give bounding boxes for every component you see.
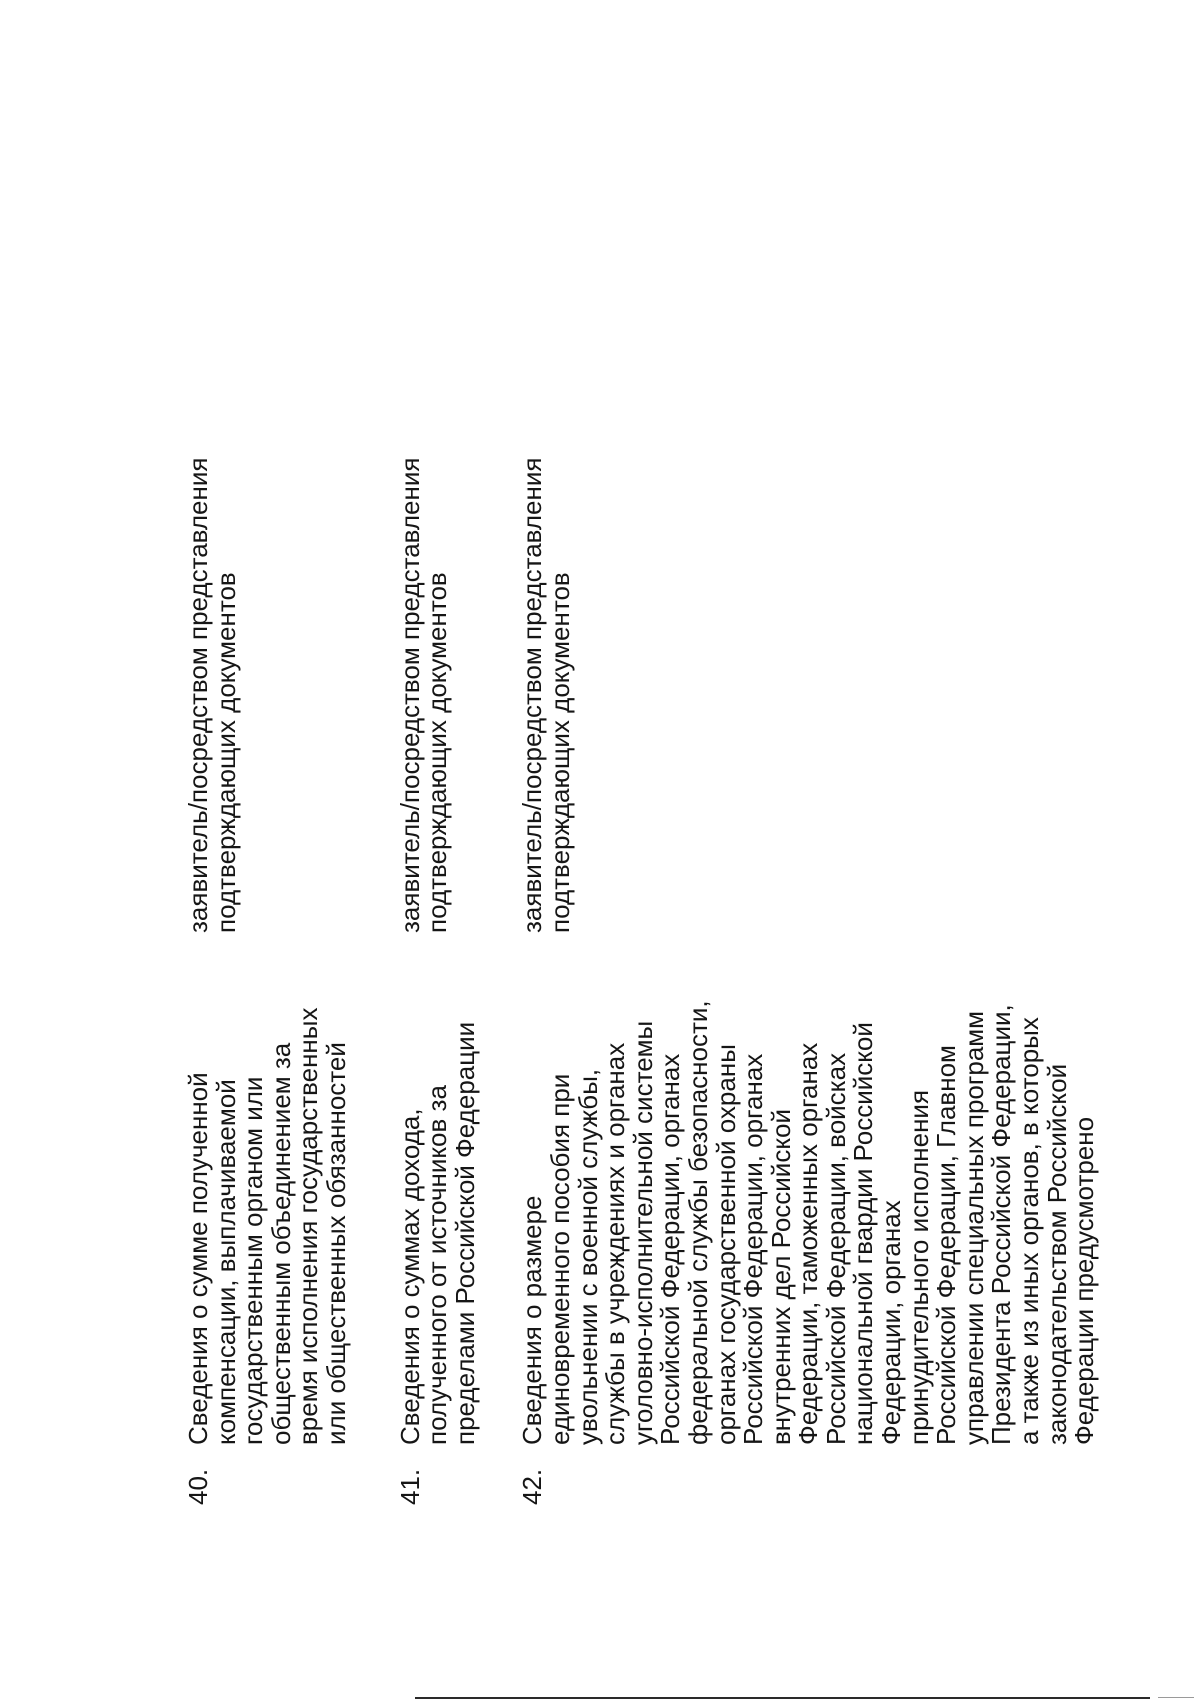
description-line: государственным органом или [238, 1076, 269, 1445]
rotated-document-table [183, 85, 1100, 1505]
row-description [185, 945, 351, 1445]
description-line: уголовно-исполнительной системы [627, 1020, 658, 1445]
source-line: заявитель/посредством представления [183, 457, 213, 933]
description-line: Российской Федерации, органах [738, 1053, 769, 1445]
row-number: 41. [394, 1468, 425, 1505]
table-row [519, 85, 1098, 1505]
row-source [185, 85, 240, 945]
description-line: компенсации, выплачиваемой [210, 1079, 241, 1445]
description-line: принудительного исполнения [903, 1089, 934, 1445]
description-line: а также из иных органов, в которых [1014, 1017, 1045, 1445]
description-line: Сведения о размере [517, 1195, 548, 1445]
description-line: общественным объединением за [265, 1042, 296, 1445]
row-source [394, 85, 453, 945]
row-number: 42. [517, 1468, 548, 1505]
source-line: подтверждающих документов [422, 572, 453, 933]
description-line: законодательством Российской [1041, 1063, 1072, 1445]
description-line: пределами Российской Федерации [449, 1021, 480, 1445]
description-line: управлении специальных программ [958, 1010, 989, 1445]
description-line: федеральной службы безопасности, [682, 1000, 713, 1445]
description-line: национальной гвардии Российской [848, 1022, 879, 1445]
row-source [519, 85, 574, 945]
source-line: заявитель/посредством представления [517, 457, 548, 933]
footer-rule [1158, 1697, 1194, 1698]
row-description [519, 945, 1098, 1445]
description-line: Федерации предусмотрено [1069, 1116, 1100, 1445]
table-row [185, 85, 351, 1505]
description-line: внутренних дел Российской [765, 1109, 796, 1445]
description-line: органах государственной охраны [710, 1044, 741, 1445]
description-line: Сведения о сумме полученной [183, 1072, 213, 1445]
description-line: Российской Федерации, войсках [820, 1052, 851, 1445]
description-line: службы в учреждениях и органах [600, 1042, 631, 1445]
source-line: заявитель/посредством представления [394, 457, 425, 933]
description-line: увольнении с военной службы, [572, 1068, 603, 1445]
row-number: 40. [183, 1468, 213, 1505]
description-line: полученного от источников за [422, 1085, 453, 1445]
description-line: или общественных обязанностей [320, 1042, 351, 1445]
row-description [394, 945, 480, 1445]
description-line: Российской Федерации, Главном [931, 1045, 962, 1445]
description-line: Федерации, органах [876, 1200, 907, 1445]
table-row [394, 85, 480, 1505]
description-line: единовременного пособия при [544, 1073, 575, 1445]
footer-rule [415, 1697, 1150, 1699]
description-line: Сведения о суммах дохода, [394, 1108, 425, 1445]
description-line: Российской Федерации, органах [655, 1053, 686, 1445]
source-line: подтверждающих документов [210, 572, 241, 933]
description-line: время исполнения государственных [293, 1007, 324, 1445]
description-line: Президента Российской Федерации, [986, 1004, 1017, 1445]
source-line: подтверждающих документов [544, 572, 575, 933]
description-line: Федерации, таможенных органах [793, 1042, 824, 1445]
